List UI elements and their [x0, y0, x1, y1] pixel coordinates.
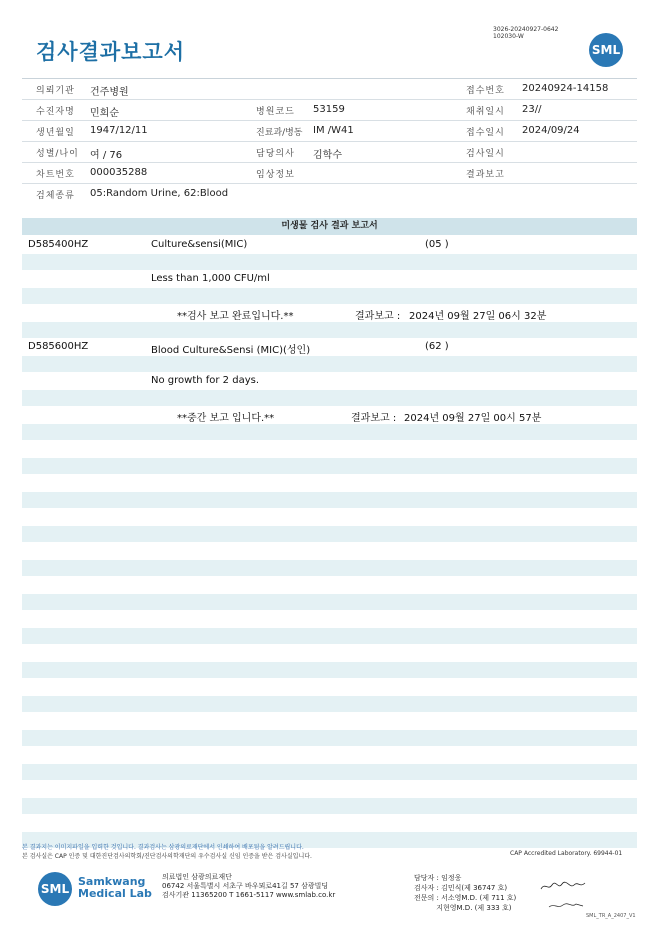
signers [414, 873, 516, 913]
table-row-stripe [22, 356, 637, 372]
signer-line: 검사자 : 김민식(제 36747 호) [414, 884, 508, 892]
table-row-stripe [22, 628, 637, 644]
lab-address [162, 873, 335, 900]
sml-logo-footer: SML [38, 872, 72, 906]
test-code: D585400HZ [28, 239, 89, 250]
info-row [22, 163, 637, 184]
hospital-code: 53159 [313, 104, 345, 115]
specimen-types: 05:Random Urine, 62:Blood [90, 188, 229, 199]
table-row-stripe [22, 424, 637, 440]
table-row-stripe [22, 730, 637, 746]
brand-line: Medical Lab [78, 887, 152, 900]
results-grid [22, 218, 637, 424]
test-result: No growth for 2 days. [151, 375, 260, 386]
label-birth-date: 생년월일 [36, 128, 75, 138]
patient-name: 민희순 [90, 108, 119, 119]
info-row [22, 100, 637, 121]
info-row [22, 121, 637, 142]
address-line: 의료법인 삼광의료재단 [162, 873, 232, 881]
table-row-stripe [22, 764, 637, 780]
table-row-stripe [22, 390, 637, 406]
table-row-stripe [22, 526, 637, 542]
label-test-date: 검사일시 [466, 149, 505, 159]
label-collection-date: 채취일시 [466, 107, 505, 117]
address-line: 06742 서울특별시 서초구 바우뫼로41길 57 삼광빌딩 [162, 882, 329, 890]
doctor: 김학수 [313, 150, 342, 161]
label-referring-institution: 의뢰기관 [36, 86, 75, 96]
report-status: **검사 보고 완료입니다.** [177, 311, 294, 322]
document-code-line: 3026-20240927-0642 [493, 26, 559, 33]
signer-line: 담당자 : 임정웅 [414, 874, 462, 882]
document-code-line: 102030-W [493, 33, 524, 40]
table-row-stripe [22, 798, 637, 814]
label-report: 결과보고 [466, 170, 505, 180]
collection-date: 23// [522, 104, 542, 115]
receipt-no: 20240924-14158 [522, 83, 609, 94]
label-clinical-info: 임상정보 [256, 170, 295, 180]
label-receipt-no: 접수번호 [466, 86, 505, 96]
table-row-stripe [22, 458, 637, 474]
info-row [22, 184, 637, 204]
document-code [493, 26, 558, 40]
label-hospital-code: 병원코드 [256, 107, 295, 117]
dept-ward: IM /W41 [313, 125, 354, 136]
label-patient-name: 수진자명 [36, 107, 75, 117]
table-row-stripe [22, 696, 637, 712]
info-row [22, 142, 637, 163]
table-row-stripe [22, 288, 637, 304]
table-row-stripe [22, 492, 637, 508]
table-row-stripe [22, 662, 637, 678]
test-code: D585600HZ [28, 341, 89, 352]
chart-no: 000035288 [90, 167, 148, 178]
signer-line: 지현영M.D. (제 333 호) [414, 904, 512, 912]
address-line: 검사기관 11365200 T 1661-5117 www.smlab.co.kr [162, 891, 336, 899]
form-code: SML_TR_A_2407_V1 [586, 913, 636, 919]
brand-line: Samkwang [78, 875, 146, 888]
cap-accreditation: CAP Accredited Laboratory. 69944-01 [510, 850, 623, 857]
label-chart-no: 차트번호 [36, 170, 75, 180]
test-name: Culture&sensi(MIC) [151, 239, 248, 250]
patient-info-table [22, 78, 637, 204]
signature-icon [548, 900, 584, 910]
label-sex-age: 성별/나이 [36, 149, 79, 159]
label-dept-ward: 진료과/병동 [256, 128, 303, 138]
signature-icon [540, 880, 586, 892]
table-row-stripe [22, 254, 637, 270]
test-result: Less than 1,000 CFU/ml [151, 273, 270, 284]
label-doctor: 담당의사 [256, 149, 295, 159]
report-status: **중간 보고 입니다.** [177, 413, 275, 424]
test-name: Blood Culture&Sensi (MIC)(성인) [151, 345, 311, 356]
table-row-stripe [22, 560, 637, 576]
certification-notice: 본 검사실은 CAP 인증 및 대한진단검사의학회/진단검사의학재단의 우수검사실 신임 인증을 받은 검사실입니다. [22, 853, 312, 860]
referring-institution: 건주병원 [90, 87, 129, 98]
signer-line: 전문의 : 서소영M.D. (제 711 호) [414, 894, 517, 902]
table-row-stripe [22, 594, 637, 610]
sex-age: 여 / 76 [90, 150, 123, 161]
birth-date: 1947/12/11 [90, 125, 148, 136]
specimen-number: (05 ) [425, 239, 449, 250]
specimen-number: (62 ) [425, 341, 449, 352]
section-title: 미생물 검사 결과 보고서 [22, 218, 637, 235]
label-receipt-date: 접수일시 [466, 128, 505, 138]
label-specimen: 검체종류 [36, 191, 75, 201]
info-row [22, 79, 637, 100]
report-title: 검사결과보고서 [36, 40, 186, 64]
report-time-label: 결과보고 : [355, 311, 401, 322]
image-notice: 본 결과지는 이미지파일을 입력한 것입니다. 결과검사는 삼광의료재단에서 인쇄하여 배포됨을 알려드립니다. [22, 844, 304, 851]
report-time: 2024년 09월 27일 06시 32분 [409, 311, 547, 322]
receipt-date: 2024/09/24 [522, 125, 580, 136]
report-time-label: 결과보고 : [351, 413, 397, 424]
table-row-stripe [22, 322, 637, 338]
report-time: 2024년 09월 27일 00시 57분 [404, 413, 542, 424]
sml-logo: SML [589, 33, 623, 67]
brand-name [78, 876, 152, 900]
